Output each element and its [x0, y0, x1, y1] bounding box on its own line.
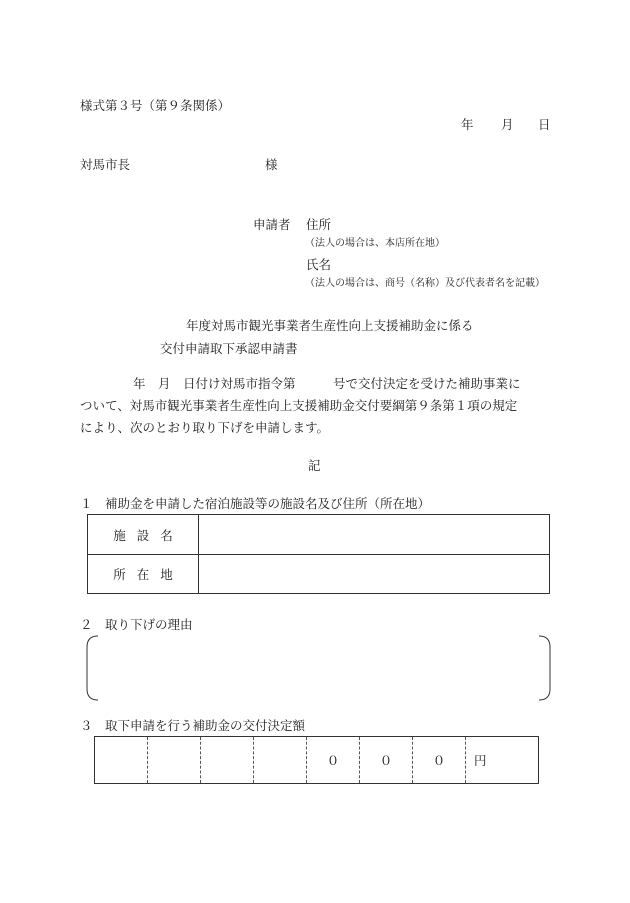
addressee-honorific: 様: [265, 157, 278, 172]
reason-field[interactable]: [104, 640, 534, 696]
body-line-2: ついて、対馬市観光事業者生産性向上支援補助金交付要綱第９条第１項の規定: [80, 398, 518, 413]
amount-digit[interactable]: ０: [307, 737, 360, 783]
body-line-1: 年 月 日付け対馬市指令第 号で交付決定を受けた補助事業に: [133, 376, 521, 391]
amount-digit[interactable]: [148, 737, 201, 783]
name-note: （法人の場合は、商号（名称）及び代表者名を記載）: [305, 278, 545, 289]
facility-name-label: 施設名: [88, 515, 199, 554]
ki-mark: 記: [308, 458, 321, 473]
body-line-3: により、次のとおり取り下げを申請します。: [80, 420, 330, 435]
addressee-name: 対馬市長: [80, 157, 131, 172]
section3-heading: ３ 取下申請を行う補助金の交付決定額: [80, 718, 306, 733]
address-note: （法人の場合は、本店所在地）: [305, 238, 445, 249]
facility-name-row: [88, 515, 549, 555]
facility-name-field[interactable]: [200, 515, 549, 554]
amount-unit: 円: [474, 753, 487, 768]
section2-heading: ２ 取り下げの理由: [80, 617, 193, 632]
date-day: 日: [538, 117, 551, 132]
facility-table: [87, 514, 550, 594]
title-line-2: 交付申請取下承認申請書: [160, 341, 298, 356]
amount-digit[interactable]: ０: [413, 737, 466, 783]
amount-digit[interactable]: [95, 737, 148, 783]
form-number: 様式第３号（第９条関係）: [80, 98, 231, 113]
section1-heading: １ 補助金を申請した宿泊施設等の施設名及び住所（所在地）: [80, 496, 431, 511]
title-line-1: 年度対馬市観光事業者生産性向上支援補助金に係る: [186, 318, 474, 333]
address-label: 住所: [306, 217, 332, 232]
amount-table: [94, 736, 539, 784]
applicant-label: 申請者: [253, 217, 291, 232]
date-month: 月: [501, 117, 514, 132]
facility-address-row: [88, 554, 549, 594]
amount-digit[interactable]: [254, 737, 307, 783]
amount-digit[interactable]: ０: [360, 737, 413, 783]
amount-digit[interactable]: [201, 737, 254, 783]
facility-address-field[interactable]: [200, 554, 549, 594]
facility-address-label: 所在地: [88, 554, 199, 594]
date-year: 年: [461, 117, 474, 132]
name-label: 氏名: [306, 257, 332, 272]
